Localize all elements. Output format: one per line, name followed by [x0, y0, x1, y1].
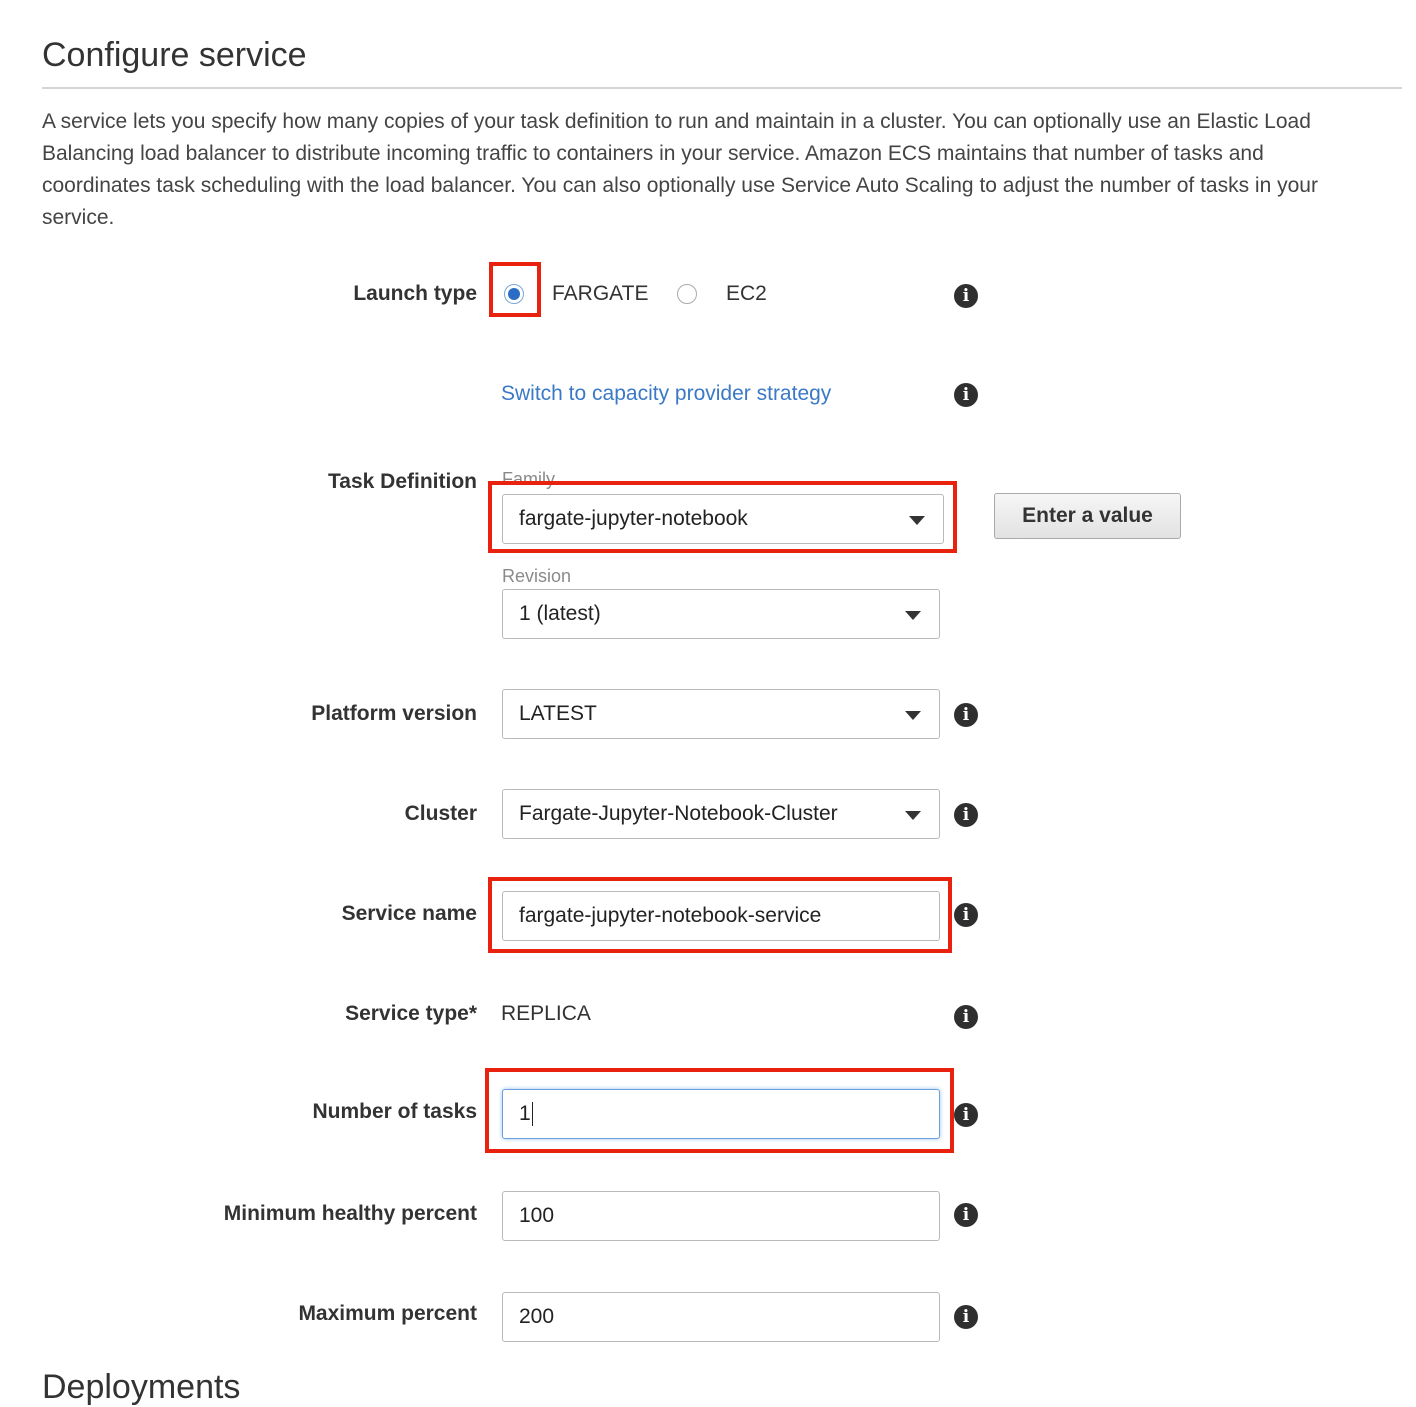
page-title: Configure service [42, 36, 307, 74]
platform-version-value: LATEST [519, 702, 597, 725]
fargate-radio-label[interactable]: FARGATE [552, 282, 649, 305]
chevron-down-icon [905, 611, 921, 620]
maximum-percent-input[interactable] [502, 1292, 940, 1342]
title-divider [42, 87, 1402, 89]
highlight-number-of-tasks [485, 1068, 954, 1153]
minimum-healthy-percent-input[interactable] [502, 1191, 940, 1241]
service-type-value: REPLICA [501, 1002, 591, 1025]
ec2-radio[interactable] [677, 284, 697, 304]
fargate-radio[interactable] [504, 284, 524, 304]
number-of-tasks-value: 1 [519, 1102, 531, 1125]
service-type-info-icon[interactable]: i [954, 1005, 978, 1029]
family-label: Family [502, 469, 555, 489]
minimum-healthy-percent-info-icon[interactable]: i [954, 1203, 978, 1227]
task-definition-label: Task Definition [328, 470, 477, 493]
revision-select-value: 1 (latest) [519, 602, 601, 625]
revision-select[interactable] [502, 589, 940, 639]
maximum-percent-label: Maximum percent [298, 1302, 477, 1325]
launch-type-label: Launch type [353, 282, 477, 305]
family-select-value: fargate-jupyter-notebook [519, 507, 748, 530]
service-name-value: fargate-jupyter-notebook-service [519, 904, 822, 927]
service-name-label: Service name [341, 902, 477, 925]
cluster-info-icon[interactable]: i [954, 803, 978, 827]
cluster-value: Fargate-Jupyter-Notebook-Cluster [519, 802, 838, 825]
number-of-tasks-info-icon[interactable]: i [954, 1103, 978, 1127]
minimum-healthy-percent-value: 100 [519, 1204, 555, 1227]
service-type-label: Service type* [345, 1002, 477, 1025]
maximum-percent-info-icon[interactable]: i [954, 1305, 978, 1329]
chevron-down-icon [905, 811, 921, 820]
highlight-family [488, 481, 957, 553]
platform-version-label: Platform version [311, 702, 477, 725]
cluster-select[interactable] [502, 789, 940, 839]
enter-a-value-button[interactable]: Enter a value [994, 493, 1181, 539]
ec2-radio-label[interactable]: EC2 [726, 282, 767, 305]
launch-type-info-icon[interactable]: i [954, 284, 978, 308]
service-name-info-icon[interactable]: i [954, 903, 978, 927]
platform-version-select[interactable] [502, 689, 940, 739]
maximum-percent-value: 200 [519, 1305, 555, 1328]
page-description: A service lets you specify how many copies of your task definition to run and maintain in a cluster. You can optionally use an Elastic Load Balancing load balancer to distribute incoming traffic to containers in your service. Amazon ECS maintains that number of tasks and coordinates task scheduling with the load balancer. You can also optionally use Service Auto Scaling to adjust the number of tasks in your service. [42, 110, 1318, 229]
deployments-section-title: Deployments [42, 1368, 241, 1406]
capacity-provider-info-icon[interactable]: i [954, 383, 978, 407]
switch-capacity-provider-link[interactable]: Switch to capacity provider strategy [501, 382, 832, 405]
chevron-down-icon [905, 711, 921, 720]
revision-label: Revision [502, 566, 572, 586]
highlight-service-name [488, 877, 952, 953]
number-of-tasks-label: Number of tasks [312, 1100, 477, 1123]
platform-version-info-icon[interactable]: i [954, 703, 978, 727]
cluster-label: Cluster [404, 802, 477, 825]
minimum-healthy-percent-label: Minimum healthy percent [223, 1202, 477, 1225]
